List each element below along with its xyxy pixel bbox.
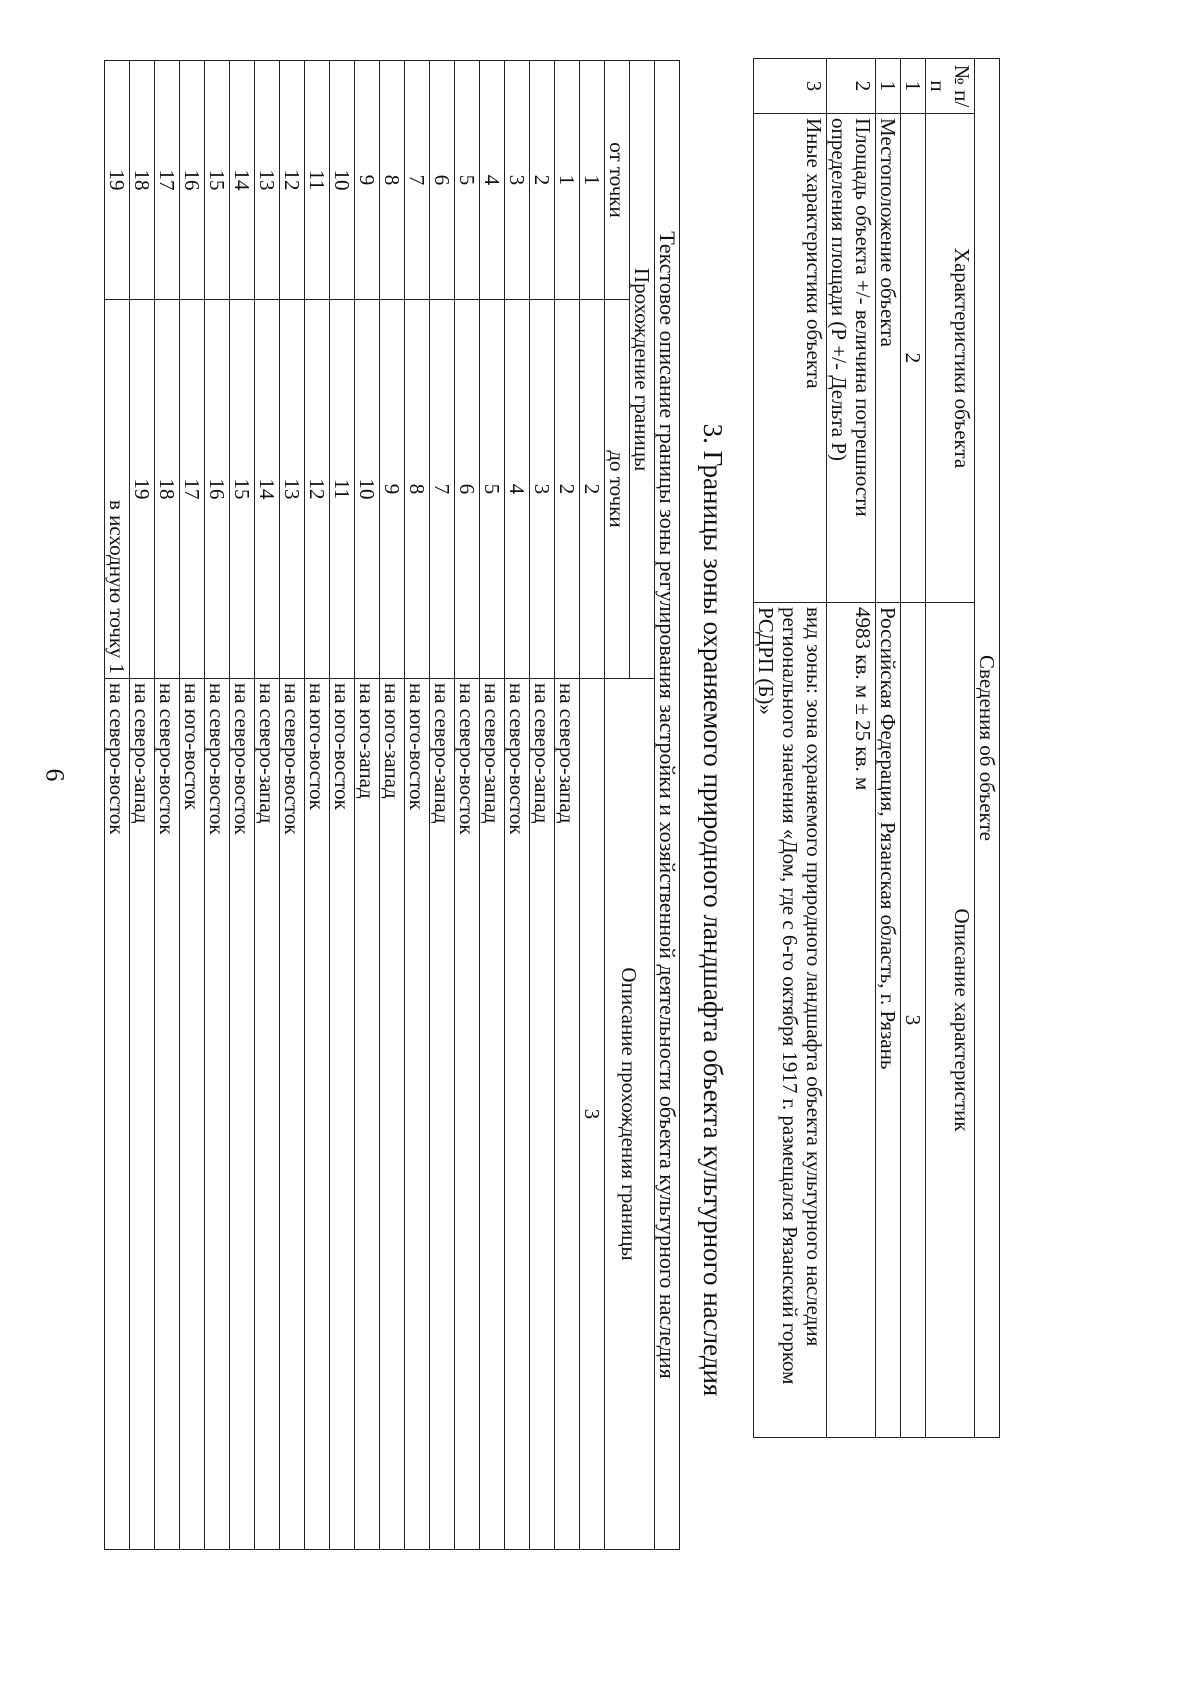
boundary-from-cell: 16: [180, 61, 205, 300]
boundary-row: [105, 61, 130, 1550]
boundary-desc-cell: на северо-запад: [555, 679, 580, 1550]
object-char-cell: Местоположение объекта: [876, 114, 901, 603]
boundary-to-cell: 3: [530, 300, 555, 679]
boundary-desc-cell: на юго-запад: [355, 679, 380, 1550]
object-info-group-header: Сведения об объекте: [975, 59, 1000, 1438]
boundary-from-cell: 15: [205, 61, 230, 300]
object-info-row: [754, 59, 827, 1438]
object-no-cell: 3: [754, 59, 827, 114]
boundary-from-cell: 5: [455, 61, 480, 300]
boundary-to-cell: 2: [555, 300, 580, 679]
boundary-to-cell: 5: [480, 300, 505, 679]
boundary-desc-cell: на юго-восток: [305, 679, 330, 1550]
object-info-row: [876, 59, 901, 1438]
object-info-table: [753, 58, 1000, 1438]
object-desc-cell: Российская Федерация, Рязанская область, г. Рязань: [876, 603, 901, 1438]
boundary-row: [155, 61, 180, 1550]
boundary-to-cell: 10: [355, 300, 380, 679]
boundary-from-cell: 1: [555, 61, 580, 300]
boundary-to-cell: 8: [405, 300, 430, 679]
boundary-to-cell: 16: [205, 300, 230, 679]
index-cell: 3: [901, 603, 926, 1438]
boundary-desc-cell: на северо-восток: [280, 679, 305, 1550]
boundary-header-desc: Описание прохождения границы: [605, 679, 655, 1550]
boundary-row: [255, 61, 280, 1550]
boundary-row: [480, 61, 505, 1550]
boundary-desc-cell: на юго-восток: [405, 679, 430, 1550]
boundary-to-cell: 15: [230, 300, 255, 679]
boundary-index-row: [580, 61, 605, 1550]
boundary-from-cell: 7: [405, 61, 430, 300]
boundary-row: [305, 61, 330, 1550]
boundary-to-cell: 4: [505, 300, 530, 679]
boundary-from-cell: 18: [130, 61, 155, 300]
section3-heading: 3. Границы зоны охраняемого природного ландшафта объекта культурного наследия: [698, 423, 728, 1397]
boundary-to-cell: 18: [155, 300, 180, 679]
boundary-description-section: [104, 60, 680, 1550]
boundary-to-cell: 6: [455, 300, 480, 679]
boundary-from-cell: 11: [305, 61, 330, 300]
boundary-from-cell: 3: [505, 61, 530, 300]
boundary-desc-cell: на северо-восток: [505, 679, 530, 1550]
boundary-row: [430, 61, 455, 1550]
boundary-row: [205, 61, 230, 1550]
boundary-from-cell: 6: [430, 61, 455, 300]
boundary-desc-cell: на северо-восток: [205, 679, 230, 1550]
index-cell: 1: [901, 59, 926, 114]
object-char-cell: Площадь объекта +/- величина погрешности определения площади (Р +/- Дельта Р): [827, 114, 876, 603]
object-desc-cell: вид зоны: зона охраняемого природного ландшафта объекта культурного наследия регионального значения «Дом, где с 6-го октября 1917 г. размещался Рязанский горком РСДРП (Б)»: [754, 603, 827, 1438]
boundary-to-cell: в исходную точку 1: [105, 300, 130, 679]
boundary-header-group: Прохождение границы: [630, 61, 655, 679]
boundary-header-to: до точки: [605, 300, 630, 679]
object-header-desc: Описание характеристик: [926, 603, 975, 1438]
object-header-no: № п/п: [926, 59, 975, 114]
boundary-table: [104, 60, 680, 1550]
boundary-row: [530, 61, 555, 1550]
boundary-desc-cell: на юго-запад: [380, 679, 405, 1550]
boundary-row: [455, 61, 480, 1550]
boundary-row: [555, 61, 580, 1550]
object-char-cell: Иные характеристики объекта: [754, 114, 827, 603]
boundary-desc-cell: на северо-восток: [105, 679, 130, 1550]
boundary-desc-cell: на северо-восток: [155, 679, 180, 1550]
boundary-desc-cell: на северо-запад: [480, 679, 505, 1550]
boundary-from-cell: 13: [255, 61, 280, 300]
boundary-to-cell: 14: [255, 300, 280, 679]
boundary-row: [180, 61, 205, 1550]
boundary-to-cell: 7: [430, 300, 455, 679]
boundary-desc-cell: на юго-восток: [180, 679, 205, 1550]
boundary-to-cell: 9: [380, 300, 405, 679]
boundary-desc-cell: на северо-запад: [430, 679, 455, 1550]
boundary-to-cell: 11: [330, 300, 355, 679]
page-number: 6: [40, 768, 70, 782]
boundary-desc-cell: на юго-восток: [330, 679, 355, 1550]
index-cell: 2: [580, 300, 605, 679]
boundary-to-cell: 19: [130, 300, 155, 679]
object-header-char: Характеристики объекта: [926, 114, 975, 603]
boundary-to-cell: 12: [305, 300, 330, 679]
object-no-cell: 1: [876, 59, 901, 114]
object-no-cell: 2: [827, 59, 876, 114]
boundary-header-from: от точки: [605, 61, 630, 300]
boundary-to-cell: 13: [280, 300, 305, 679]
boundary-row: [280, 61, 305, 1550]
boundary-row: [380, 61, 405, 1550]
boundary-desc-cell: на северо-восток: [230, 679, 255, 1550]
boundary-desc-cell: на северо-запад: [255, 679, 280, 1550]
boundary-from-cell: 4: [480, 61, 505, 300]
index-cell: 2: [901, 114, 926, 603]
boundary-from-cell: 8: [380, 61, 405, 300]
object-desc-cell: 4983 кв. м ± 25 кв. м: [827, 603, 876, 1438]
boundary-from-cell: 12: [280, 61, 305, 300]
boundary-row: [505, 61, 530, 1550]
boundary-desc-cell: на северо-восток: [455, 679, 480, 1550]
boundary-row: [130, 61, 155, 1550]
boundary-from-cell: 19: [105, 61, 130, 300]
object-info-section: [753, 58, 1000, 1438]
boundary-from-cell: 9: [355, 61, 380, 300]
boundary-row: [355, 61, 380, 1550]
boundary-row: [330, 61, 355, 1550]
boundary-from-cell: 14: [230, 61, 255, 300]
boundary-from-cell: 2: [530, 61, 555, 300]
boundary-desc-cell: на северо-запад: [130, 679, 155, 1550]
object-index-row: [901, 59, 926, 1438]
boundary-from-cell: 17: [155, 61, 180, 300]
object-info-row: [827, 59, 876, 1438]
boundary-from-cell: 10: [330, 61, 355, 300]
boundary-table-title: Текстовое описание границы зоны регулирования застройки и хозяйственной деятельности объекта культурного наследия: [655, 61, 680, 1550]
index-cell: 3: [580, 679, 605, 1550]
index-cell: 1: [580, 61, 605, 300]
boundary-row: [230, 61, 255, 1550]
boundary-desc-cell: на северо-запад: [530, 679, 555, 1550]
boundary-to-cell: 17: [180, 300, 205, 679]
boundary-row: [405, 61, 430, 1550]
